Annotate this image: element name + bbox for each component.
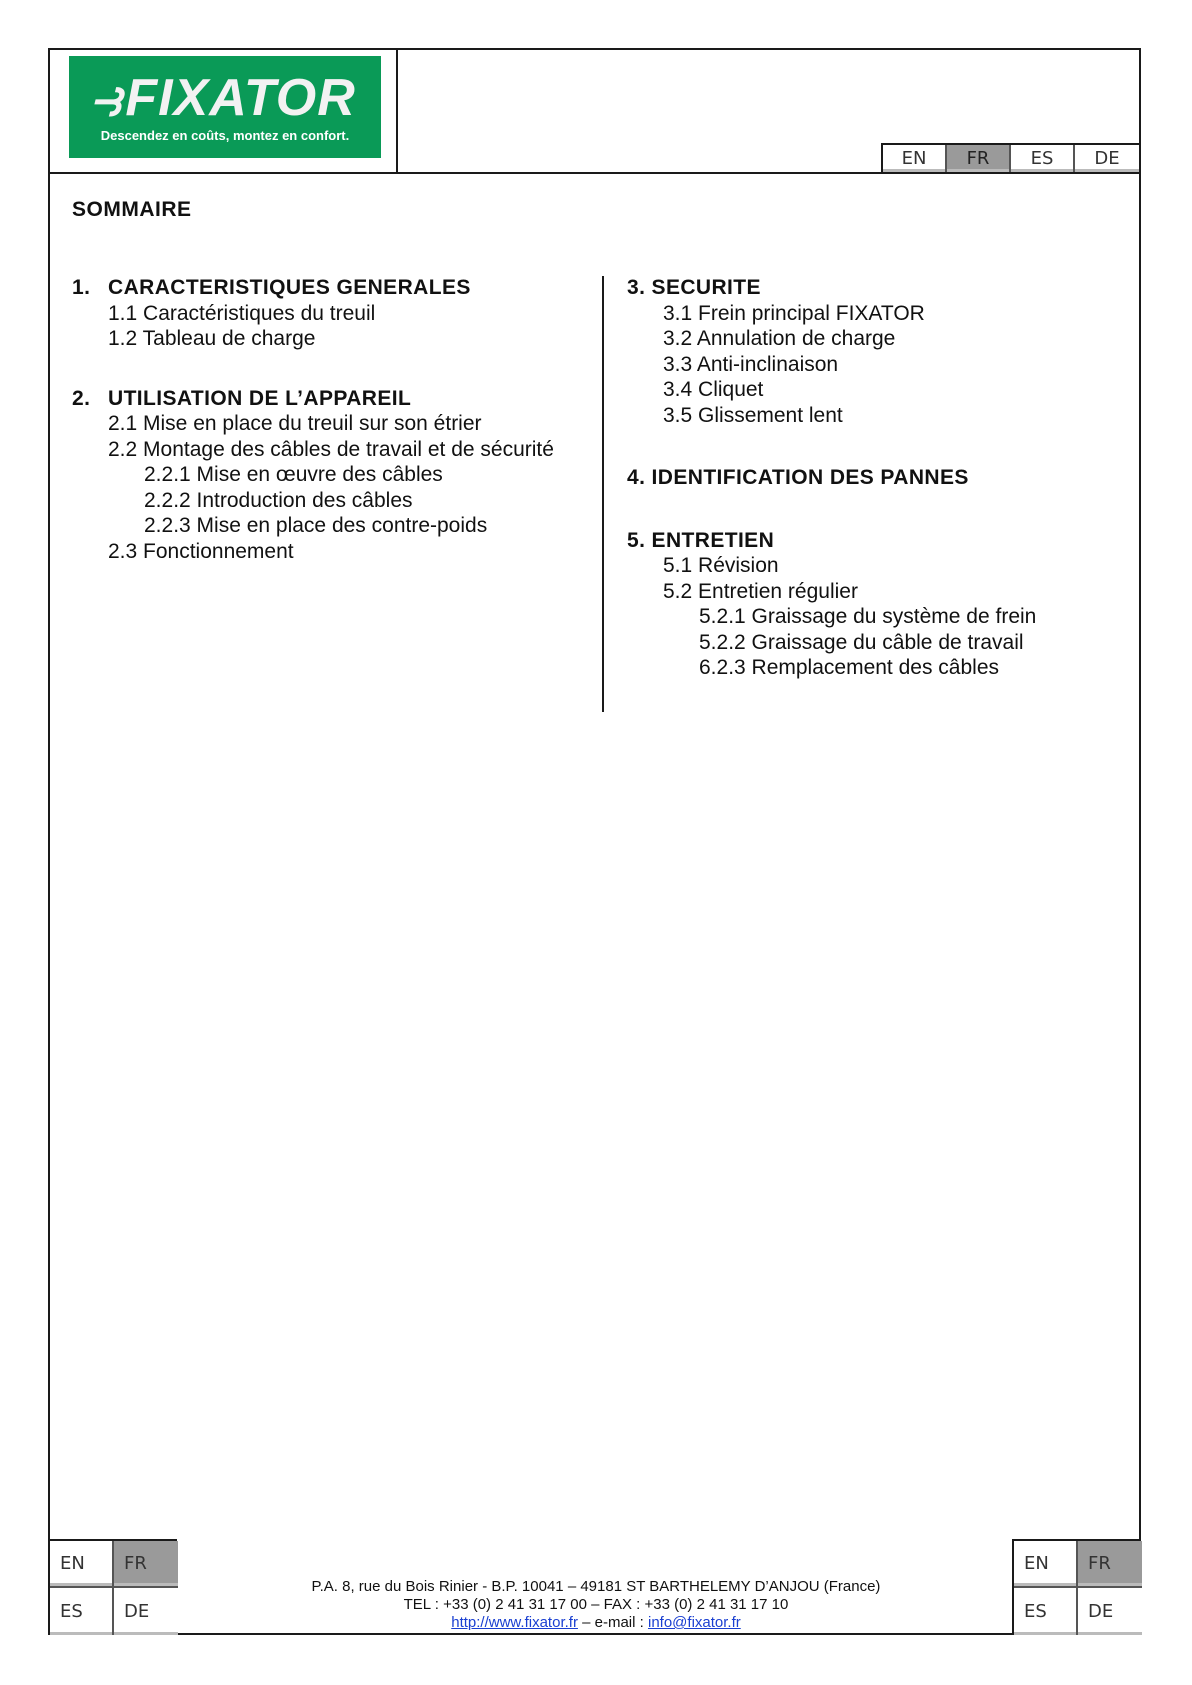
toc-item[interactable]: 3.3 Anti-inclinaison — [663, 352, 839, 376]
toc-section-1[interactable] — [72, 275, 554, 301]
logo-arrow-icon: ⥽ — [91, 69, 122, 127]
toc-item[interactable]: 1.1 Caractéristiques du treuil — [108, 301, 376, 325]
toc-item[interactable]: 3.1 Frein principal FIXATOR — [663, 301, 925, 325]
logo-wordmark: FIXATOR — [125, 69, 356, 127]
toc-section-4[interactable]: 4. IDENTIFICATION DES PANNES — [627, 466, 969, 489]
toc-section-2[interactable] — [72, 386, 554, 412]
language-tabs-top — [881, 143, 1141, 174]
toc-item[interactable]: 3.2 Annulation de charge — [663, 327, 896, 350]
toc-item[interactable]: 2.2 Montage des câbles de travail et de sécurité — [108, 437, 554, 461]
column-divider — [602, 276, 604, 712]
toc-item[interactable]: 1.2 Tableau de charge — [108, 327, 316, 350]
lang-tab-es[interactable]: ES — [1014, 1588, 1078, 1635]
lang-tab-fr[interactable]: FR — [1078, 1541, 1142, 1588]
page-title: SOMMAIRE — [72, 198, 192, 221]
toc-subitem[interactable]: 2.2.2 Introduction des câbles — [144, 488, 413, 512]
header-divider — [396, 172, 881, 174]
lang-tab-de[interactable]: DE — [114, 1588, 178, 1635]
language-grid-left — [48, 1539, 177, 1635]
lang-tab-en[interactable]: EN — [50, 1541, 114, 1588]
footer — [190, 1578, 1002, 1632]
toc-subitem[interactable]: 2.2.3 Mise en place des contre-poids — [144, 514, 488, 537]
footer-phone: TEL : +33 (0) 2 41 31 17 00 – FAX : +33 (0) 2 41 31 17 10 — [403, 1596, 789, 1613]
website-link[interactable]: http://www.fixator.fr — [451, 1614, 578, 1631]
toc-left-column — [72, 275, 554, 564]
toc-item[interactable]: 3.5 Glissement lent — [663, 403, 843, 427]
lang-tab-en[interactable]: EN — [1014, 1541, 1078, 1588]
lang-tab-es[interactable]: ES — [1011, 145, 1075, 172]
footer-links — [190, 1614, 1002, 1632]
email-link[interactable]: info@fixator.fr — [647, 1614, 741, 1631]
toc-section-5[interactable]: 5. ENTRETIEN — [627, 528, 775, 552]
lang-tab-fr[interactable]: FR — [947, 145, 1011, 172]
toc-subitem[interactable]: 6.2.3 Remplacement des câbles — [699, 656, 999, 679]
language-grid-right — [1012, 1539, 1141, 1635]
toc-section-number: 2. — [72, 386, 91, 410]
toc-section-number: 1. — [72, 276, 91, 299]
toc-subitem[interactable]: 5.2.2 Graissage du câble de travail — [699, 630, 1024, 654]
lang-tab-en[interactable]: EN — [883, 145, 947, 172]
lang-tab-de[interactable]: DE — [1078, 1588, 1142, 1635]
footer-address: P.A. 8, rue du Bois Rinier - B.P. 10041 – 49181 ST BARTHELEMY D’ANJOU (France) — [311, 1578, 881, 1595]
logo-tagline: Descendez en coûts, montez en confort. — [100, 128, 350, 143]
lang-tab-de[interactable]: DE — [1075, 145, 1139, 172]
toc-subitem[interactable]: 2.2.1 Mise en œuvre des câbles — [144, 463, 443, 486]
toc-section-title: UTILISATION DE L’APPAREIL — [108, 386, 412, 410]
toc-section-3[interactable]: 3. SECURITE — [627, 276, 761, 299]
toc-section-title: CARACTERISTIQUES GENERALES — [108, 276, 471, 299]
footer-email-separator: – e-mail : — [577, 1614, 648, 1631]
toc-right-column — [627, 275, 1036, 681]
toc-item[interactable]: 2.1 Mise en place du treuil sur son étrier — [108, 412, 482, 435]
toc-item[interactable]: 5.1 Révision — [663, 554, 779, 577]
toc-item[interactable]: 3.4 Cliquet — [663, 378, 764, 401]
toc-subitem[interactable]: 5.2.1 Graissage du système de frein — [699, 605, 1037, 628]
toc-item[interactable]: 5.2 Entretien régulier — [663, 579, 858, 603]
lang-tab-fr[interactable]: FR — [114, 1541, 178, 1588]
lang-tab-es[interactable]: ES — [50, 1588, 114, 1635]
toc-item[interactable]: 2.3 Fonctionnement — [108, 539, 294, 563]
fixator-logo — [69, 56, 381, 158]
